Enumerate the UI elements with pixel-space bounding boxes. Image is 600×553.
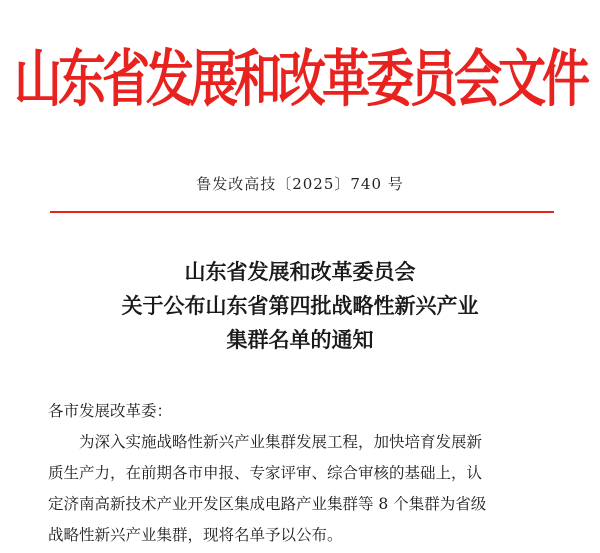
- salutation: 各市发展改革委：: [48, 402, 173, 420]
- title-line-1: 山东省发展和改革委员会: [184, 260, 416, 284]
- body-line-1: 为深入实施战略性新兴产业集群发展工程，加快培育发展新: [79, 433, 483, 451]
- document-body: [48, 396, 568, 551]
- body-line-2: 质生产力，在前期各市申报、专家评审、综合审核的基础上，认: [48, 464, 483, 482]
- body-line-4: 战略性新兴产业集群，现将名单予以公布。: [48, 526, 343, 544]
- red-divider-line: [50, 211, 554, 213]
- issuer-header-title: 山东省发展和改革委员会文件: [13, 43, 586, 116]
- document-number: 鲁发改高技〔2025〕740 号: [196, 175, 404, 193]
- body-line-3: 定济南高新技术产业开发区集成电路产业集群等 8 个集群为省级: [48, 495, 487, 513]
- title-line-3: 集群名单的通知: [226, 328, 374, 352]
- title-line-2: 关于公布山东省第四批战略性新兴产业: [121, 294, 479, 318]
- document-title: [0, 255, 600, 357]
